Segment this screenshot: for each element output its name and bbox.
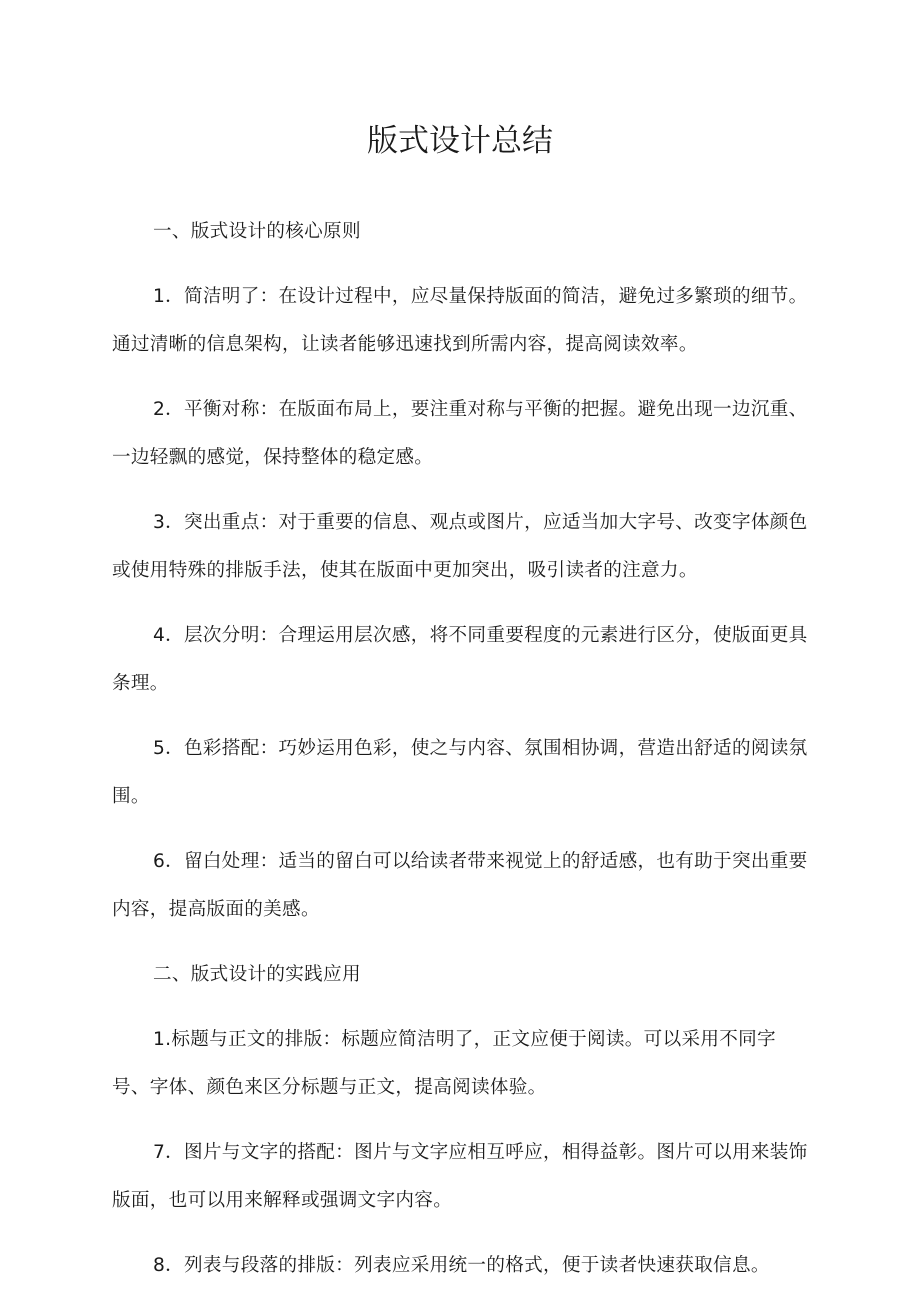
practice-image-text: 7．图片与文字的搭配：图片与文字应相互呼应，相得益彰。图片可以用来装饰版面，也可以用来解释或强调文字内容。 [112,1142,808,1211]
document-title: 版式设计总结 [367,123,553,159]
practice-list-paragraph: 8．列表与段落的排版：列表应采用统一的格式，便于读者快速获取信息。 [153,1255,770,1276]
practice-title-body: 1.标题与正文的排版：标题应简洁明了，正文应便于阅读。可以采用不同字号、字体、颜色来区分标题与正文，提高阅读体验。 [112,1029,776,1098]
section-heading-principles: 一、版式设计的核心原则 [153,221,361,242]
principle-balance: 2．平衡对称：在版面布局上，要注重对称与平衡的把握。避免出现一边沉重、一边轻飘的感觉，保持整体的稳定感。 [112,399,808,468]
document-body [112,208,812,1307]
principle-emphasis: 3．突出重点：对于重要的信息、观点或图片，应适当加大字号、改变字体颜色或使用特殊的排版手法，使其在版面中更加突出，吸引读者的注意力。 [112,512,808,581]
principle-simplicity: 1．简洁明了：在设计过程中，应尽量保持版面的简洁，避免过多繁琐的细节。通过清晰的信息架构，让读者能够迅速找到所需内容，提高阅读效率。 [112,286,808,355]
principle-color: 5．色彩搭配：巧妙运用色彩，使之与内容、氛围相协调，营造出舒适的阅读氛围。 [112,738,808,807]
principle-hierarchy: 4．层次分明：合理运用层次感，将不同重要程度的元素进行区分，使版面更具条理。 [112,625,808,694]
section-heading-practice: 二、版式设计的实践应用 [153,964,361,985]
principle-whitespace: 6．留白处理：适当的留白可以给读者带来视觉上的舒适感，也有助于突出重要内容，提高版面的美感。 [112,851,808,920]
